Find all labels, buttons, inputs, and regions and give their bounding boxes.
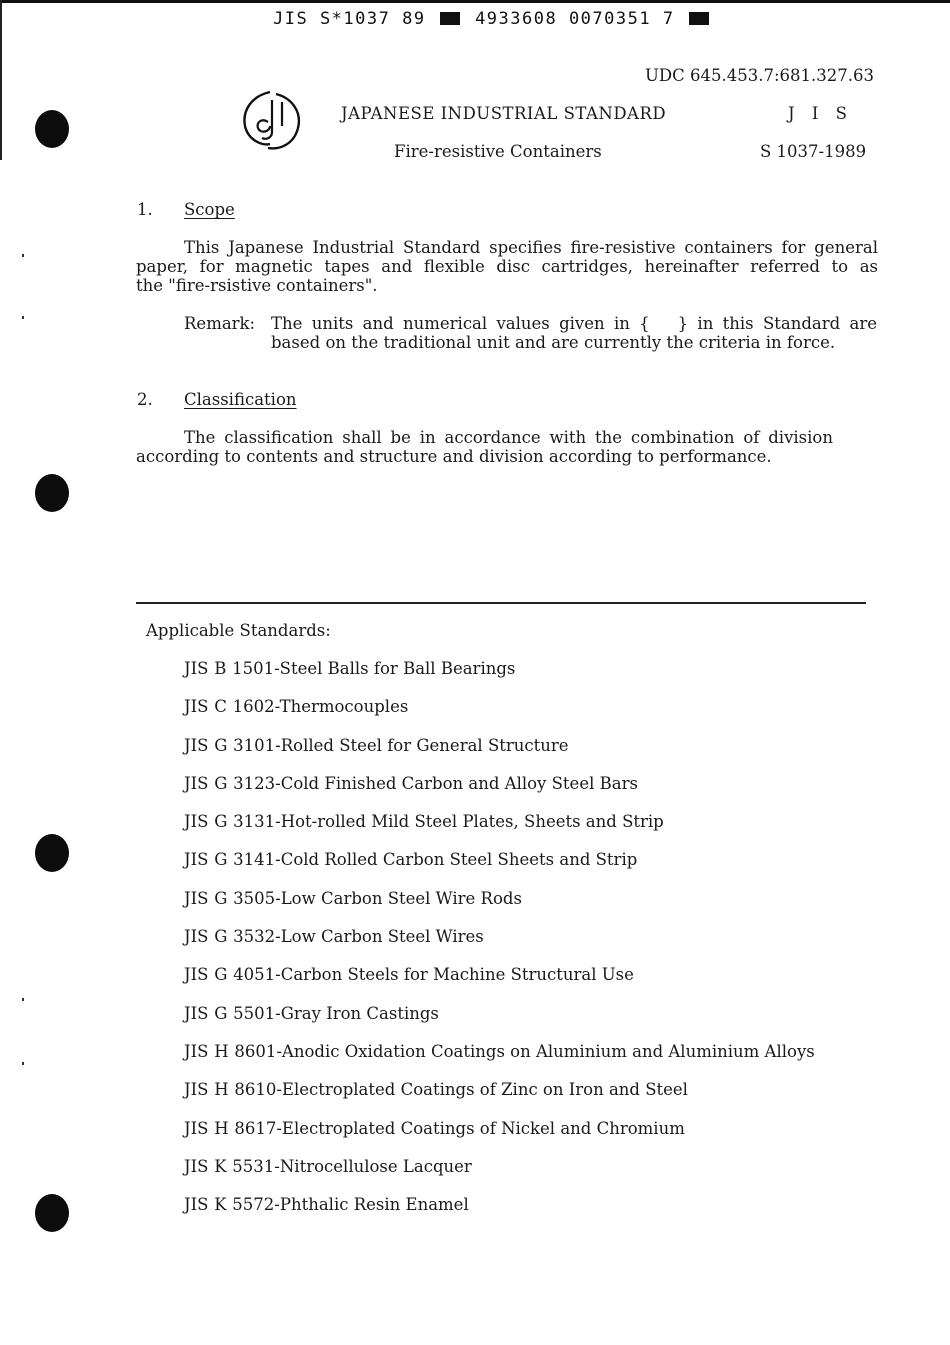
section-number: 1. bbox=[137, 200, 153, 219]
scan-speck bbox=[22, 316, 24, 319]
paragraph-line: according to contents and structure and division according to performance. bbox=[136, 447, 772, 466]
list-item: JIS G 5501-Gray Iron Castings bbox=[184, 1003, 439, 1023]
scan-code-a: JIS S*1037 89 bbox=[273, 9, 426, 29]
remark-text bbox=[271, 314, 877, 352]
remark-line: based on the traditional unit and are currently the criteria in force. bbox=[271, 333, 836, 352]
list-item: JIS G 3131-Hot-rolled Mild Steel Plates, Sheets and Strip bbox=[184, 812, 664, 832]
scan-header-code bbox=[273, 9, 712, 29]
document-title: Fire-resistive Containers bbox=[394, 142, 602, 161]
paragraph-line: paper, for magnetic tapes and flexible disc cartridges, hereinafter referred to as bbox=[136, 257, 878, 276]
scan-left-edge bbox=[0, 0, 2, 160]
punch-hole bbox=[35, 110, 69, 148]
list-item: JIS K 5572-Phthalic Resin Enamel bbox=[184, 1195, 469, 1215]
scope-paragraph bbox=[136, 238, 878, 295]
footnote-rule bbox=[136, 602, 866, 604]
list-item: JIS H 8601-Anodic Oxidation Coatings on Aluminium and Aluminium Alloys bbox=[184, 1041, 815, 1061]
classification-paragraph bbox=[136, 428, 833, 466]
section-title-scope: Scope bbox=[184, 200, 235, 219]
scan-code-b: 4933608 0070351 7 bbox=[475, 9, 675, 29]
applicable-standards-list bbox=[184, 659, 815, 1233]
punch-hole bbox=[35, 474, 69, 512]
paragraph-line: This Japanese Industrial Standard specifies fire-resistive containers for general bbox=[184, 238, 878, 257]
paragraph-line: the "fire-rsistive containers". bbox=[136, 276, 378, 295]
list-item: JIS G 3101-Rolled Steel for General Structure bbox=[184, 735, 569, 755]
list-item: JIS G 4051-Carbon Steels for Machine Structural Use bbox=[184, 965, 634, 985]
list-item: JIS B 1501-Steel Balls for Ball Bearings bbox=[184, 659, 516, 678]
list-item: JIS H 8610-Electroplated Coatings of Zinc on Iron and Steel bbox=[184, 1080, 688, 1100]
scan-speck bbox=[22, 998, 24, 1001]
punch-hole bbox=[35, 834, 69, 872]
list-item: JIS G 3141-Cold Rolled Carbon Steel Sheets and Strip bbox=[184, 850, 638, 870]
list-item: JIS G 3123-Cold Finished Carbon and Alloy Steel Bars bbox=[184, 773, 638, 793]
applicable-standards-title: Applicable Standards: bbox=[146, 621, 331, 640]
punch-hole bbox=[35, 1194, 69, 1232]
list-item: JIS K 5531-Nitrocellulose Lacquer bbox=[184, 1156, 472, 1176]
document-number: S 1037-1989 bbox=[760, 142, 867, 161]
remark-line: The units and numerical values given in { } in this Standard are bbox=[271, 314, 877, 333]
scan-top-edge bbox=[0, 0, 950, 3]
remark-label: Remark: bbox=[184, 314, 256, 333]
list-item: JIS C 1602-Thermocouples bbox=[184, 697, 409, 717]
jis-mark-logo bbox=[240, 88, 304, 154]
standard-title: JAPANESE INDUSTRIAL STANDARD bbox=[341, 104, 667, 123]
section-number: 2. bbox=[137, 390, 153, 409]
udc-number: UDC 645.453.7:681.327.63 bbox=[645, 66, 875, 85]
scan-speck bbox=[22, 254, 24, 257]
jis-code: J I S bbox=[788, 104, 853, 123]
black-block bbox=[440, 12, 460, 25]
black-block bbox=[689, 12, 709, 25]
section-title-classification: Classification bbox=[184, 390, 297, 409]
paragraph-line: The classification shall be in accordance with the combination of division bbox=[184, 428, 833, 447]
list-item: JIS G 3505-Low Carbon Steel Wire Rods bbox=[184, 888, 522, 908]
scan-speck bbox=[22, 1062, 24, 1065]
list-item: JIS H 8617-Electroplated Coatings of Nickel and Chromium bbox=[184, 1118, 685, 1138]
list-item: JIS G 3532-Low Carbon Steel Wires bbox=[184, 927, 484, 947]
